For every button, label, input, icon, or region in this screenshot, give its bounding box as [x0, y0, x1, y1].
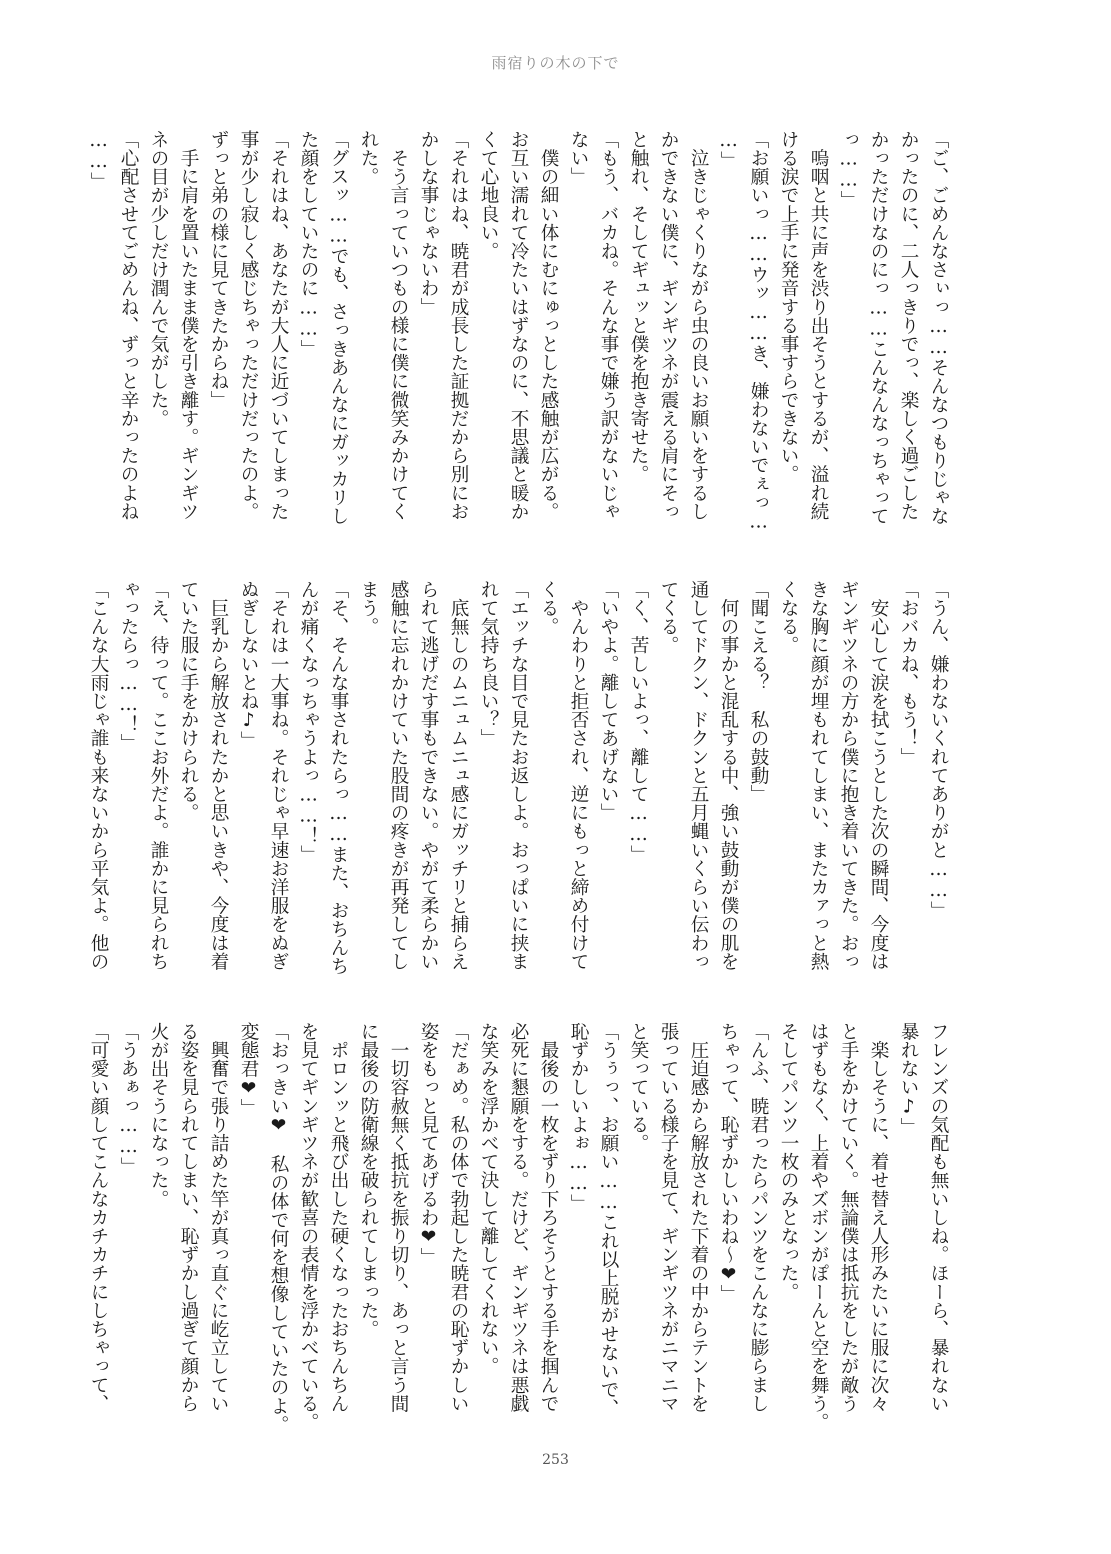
text-line: 「いやよ。離してあげない」	[598, 580, 619, 822]
text-line: れた。	[358, 130, 379, 186]
text-line: 何の事かと混乱する中、強い鼓動が僕の肌を	[718, 580, 739, 971]
text-line: 興奮で張り詰めた竿が真っ直ぐに屹立してい	[208, 1022, 229, 1413]
text-line: 火が出そうになった。	[148, 1022, 169, 1208]
text-line: 最後の一枚をずり下ろそうとする手を掴んで	[538, 1022, 559, 1413]
text-block-top	[83, 130, 953, 533]
text-line: まう。	[358, 580, 379, 636]
text-line: てくる。	[658, 580, 679, 655]
text-line: 「んふ、暁君ったらパンツをこんなに膨らまし	[748, 1022, 769, 1413]
text-line: 手に肩を置いたまま僕を引き離す。ギンギツ	[178, 130, 199, 521]
running-header: 雨宿りの木の下で	[491, 54, 620, 72]
text-line: 「ご、ごめんなさぃっ……そんなつもりじゃな	[928, 130, 949, 526]
page-number: 253	[542, 1452, 569, 1468]
text-line: 底無しのムニュムニュ感にガッチリと捕らえ	[448, 580, 469, 971]
text-line: ない」	[568, 130, 589, 186]
text-line: 「それはね、あなたが大人に近づいてしまった	[268, 130, 289, 521]
text-line: 暴れない♪」	[898, 1022, 919, 1136]
text-line: を見てギンギツネが歓喜の表情を浮かべている。	[298, 1022, 319, 1432]
text-line: ポロンッと飛び出した硬くなったおちんちん	[328, 1022, 349, 1413]
text-line: 「そ、そんな事されたらっ……また、おちんち	[328, 580, 349, 976]
text-line: 「こんな大雨じゃ誰も来ないから平気よ。他の	[88, 580, 109, 971]
text-line: フレンズの気配も無いしね。ほーら、暴れない	[928, 1022, 949, 1413]
text-line: な笑みを浮かべて決して離してくれない。	[478, 1022, 499, 1376]
text-line: そう言っていつもの様に僕に微笑みかけてく	[388, 130, 409, 521]
text-line: 感触に忘れかけていた股間の疼きが再発してし	[388, 580, 409, 971]
text-line: 「グスッ……でも、さっきあんなにガッカリし	[328, 130, 349, 526]
text-line: と触れ、そしてギュッと僕を抱き寄せた。	[628, 130, 649, 484]
text-line: かしな事じゃないわ」	[418, 130, 439, 316]
text-line: ずっと弟の様に見てきたからね」	[208, 130, 229, 409]
text-line: 「お願いっ……ウッ……き、嫌わないでぇっ…	[748, 130, 769, 533]
text-line: 嗚咽と共に声を渋り出そうとするが、溢れ続	[808, 130, 829, 521]
text-line: 変態君❤」	[238, 1022, 259, 1118]
text-line: かっただけなのにっ……こんなんなっちゃって	[868, 130, 889, 526]
text-line: っ……」	[838, 130, 859, 210]
text-line: 「もう、バカね。そんな事で嫌う訳がないじゃ	[598, 130, 619, 521]
text-line: 恥ずかしいよぉ……」	[568, 1022, 589, 1213]
text-line: 張っている様子を見て、ギンギツネがニマニマ	[658, 1022, 679, 1413]
text-line: お互い濡れて冷たいはずなのに、不思議と暖か	[508, 130, 529, 521]
text-line: ……」	[88, 130, 109, 191]
text-line: 事が少し寂しく感じちゃっただけだったのよ。	[238, 130, 259, 521]
text-line: 「うん、嫌わないくれてありがと……」	[928, 580, 949, 920]
text-block-middle	[83, 580, 953, 976]
text-line: ていた服に手をかけられる。	[178, 580, 199, 822]
text-line: ける涙で上手に発音する事すらできない。	[778, 130, 799, 484]
text-line: かったのに、二人っきりでっ、楽しく過ごした	[898, 130, 919, 521]
text-line: んが痛くなっちゃうよっ……！」	[298, 580, 319, 864]
text-line: 安心して涙を拭こうとした次の瞬間、今度は	[868, 580, 889, 971]
text-line: きな胸に顔が埋もれてしまい、またカァっと熱	[808, 580, 829, 971]
text-line: 巨乳から解放されたかと思いきや、今度は着	[208, 580, 229, 971]
text-line: 「く、苦しいよっ、離して……」	[628, 580, 649, 864]
text-line: ギンギツネの方から僕に抱き着いてきた。おっ	[838, 580, 859, 971]
text-line: と手をかけていく。無論僕は抵抗をしたが敵う	[838, 1022, 859, 1413]
text-line: そしてパンツ一枚のみとなった。	[778, 1022, 799, 1301]
text-line: 僕の細い体にむにゅっとした感触が広がる。	[538, 130, 559, 521]
text-line: 「可愛い顔してこんなカチカチにしちゃって、	[88, 1022, 109, 1413]
text-line: と笑っている。	[628, 1022, 649, 1153]
text-line: やんわりと拒否され、逆にもっと締め付けて	[568, 580, 589, 971]
text-line: くる。	[538, 580, 559, 636]
text-line: ゃったらっ……！」	[118, 580, 139, 753]
text-block-bottom	[83, 1022, 953, 1434]
text-line: …」	[718, 130, 739, 170]
text-line: 「え、待って。ここお外だよ。誰かに見られち	[148, 580, 169, 971]
text-line: 「おっきい❤ 私の体で何を想像していたのよ。	[268, 1022, 289, 1434]
text-line: ちゃって、恥ずかしいわね～❤」	[718, 1022, 739, 1304]
text-line: た顔をしていたのに……」	[298, 130, 319, 358]
text-line: れて気持ち良い？」	[478, 580, 499, 748]
text-line: 「エッチな目で見たお返しよ。おっぱいに挟ま	[508, 580, 529, 971]
text-line: 姿をもっと見てあげるわ❤」	[418, 1022, 439, 1267]
text-line: られて逃げだす事もできない。やがて柔らかい	[418, 580, 439, 971]
text-line: 「それは一大事ね。それじゃ早速お洋服をぬぎ	[268, 580, 289, 971]
text-line: 「それはね、暁君が成長した証拠だから別にお	[448, 130, 469, 521]
text-line: くて心地良い。	[478, 130, 499, 261]
text-line: る姿を見られてしまい、恥ずかし過ぎて顔から	[178, 1022, 199, 1413]
text-line: かできない僕に、ギンギツネが震える肩にそっ	[658, 130, 679, 521]
text-line: 「だぁめ。私の体で勃起した暁君の恥ずかしい	[448, 1022, 469, 1413]
text-line: 楽しそうに、着せ替え人形みたいに服に次々	[868, 1022, 889, 1413]
text-line: 「うあぁっ……」	[118, 1022, 139, 1176]
text-line: くなる。	[778, 580, 799, 655]
text-line: 必死に懇願をする。だけど、ギンギツネは悪戯	[508, 1022, 529, 1413]
text-line: 一切容赦無く抵抗を振り切り、あっと言う間	[388, 1022, 409, 1413]
text-line: はずもなく、上着やズボンがぽーんと空を舞う。	[808, 1022, 829, 1432]
text-line: 圧迫感から解放された下着の中からテントを	[688, 1022, 709, 1413]
text-line: 「聞こえる？ 私の鼓動」	[748, 580, 769, 804]
text-line: 「うぅっ、お願い……これ以上脱がせないで、	[598, 1022, 619, 1418]
text-line: ネの目が少しだけ潤んで気がした。	[148, 130, 169, 428]
text-line: 通してドクン、ドクンと五月蝿いくらい伝わっ	[688, 580, 709, 971]
text-line: 泣きじゃくりながら虫の良いお願いをするし	[688, 130, 709, 521]
text-line: ぬぎしないとね♪」	[238, 580, 259, 750]
text-line: 「おバカね、もう！」	[898, 580, 919, 766]
text-line: 「心配させてごめんね、ずっと辛かったのよね	[118, 130, 139, 521]
text-line: に最後の防衛線を破られてしまった。	[358, 1022, 379, 1339]
